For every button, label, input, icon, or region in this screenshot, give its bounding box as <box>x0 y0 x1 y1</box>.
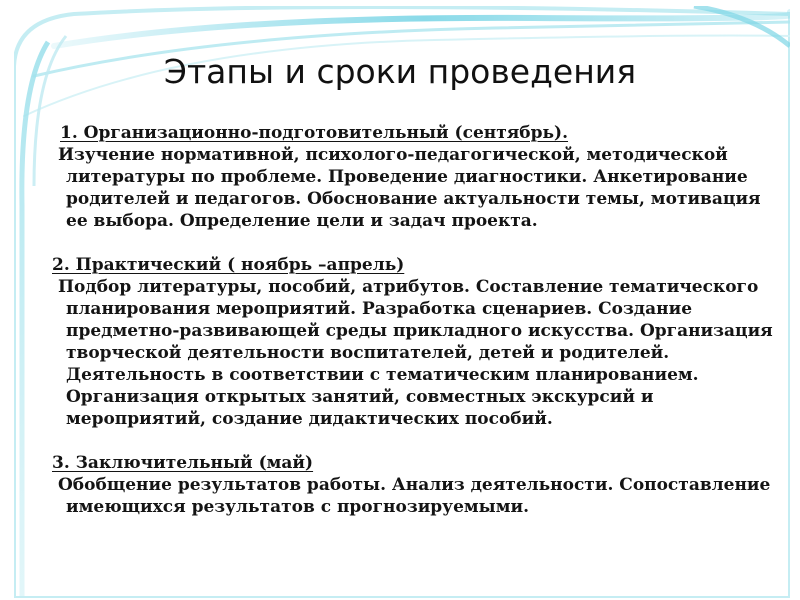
stage-description: Подбор литературы, пособий, атрибутов. Составление тематического планирования мероприятий. Разработка сценариев. Создание предметно-развивающей среды прикладного искусства. Организация творческой деятельности воспитателей, детей и родителей. Деятельность в соответствии с тематическим планированием. Организация открытых занятий, совместных экскурсий и мероприятий, создание дидактических пособий. <box>58 277 773 429</box>
stage-3 <box>52 452 777 518</box>
stage-2 <box>52 254 777 430</box>
stage-heading: 1. Организационно-подготовительный (сентябрь). <box>60 123 569 143</box>
stage-description: Обобщение результатов работы. Анализ деятельности. Сопоставление имеющихся результатов с прогнозируемыми. <box>58 475 771 517</box>
stage-heading: 2. Практический ( ноябрь –апрель) <box>52 255 405 275</box>
page-title: Этапы и сроки проведения <box>163 52 637 91</box>
stage-1 <box>52 122 777 232</box>
stage-description: Изучение нормативной, психолого-педагогической, методической литературы по проблеме. Проведение диагностики. Анкетирование родителей и педагогов. Обоснование актуальности темы, мотивация ее выбора. Определение цели и задач проекта. <box>58 145 761 231</box>
stages-list <box>52 122 777 518</box>
stage-heading: 3. Заключительный (май) <box>52 453 314 473</box>
